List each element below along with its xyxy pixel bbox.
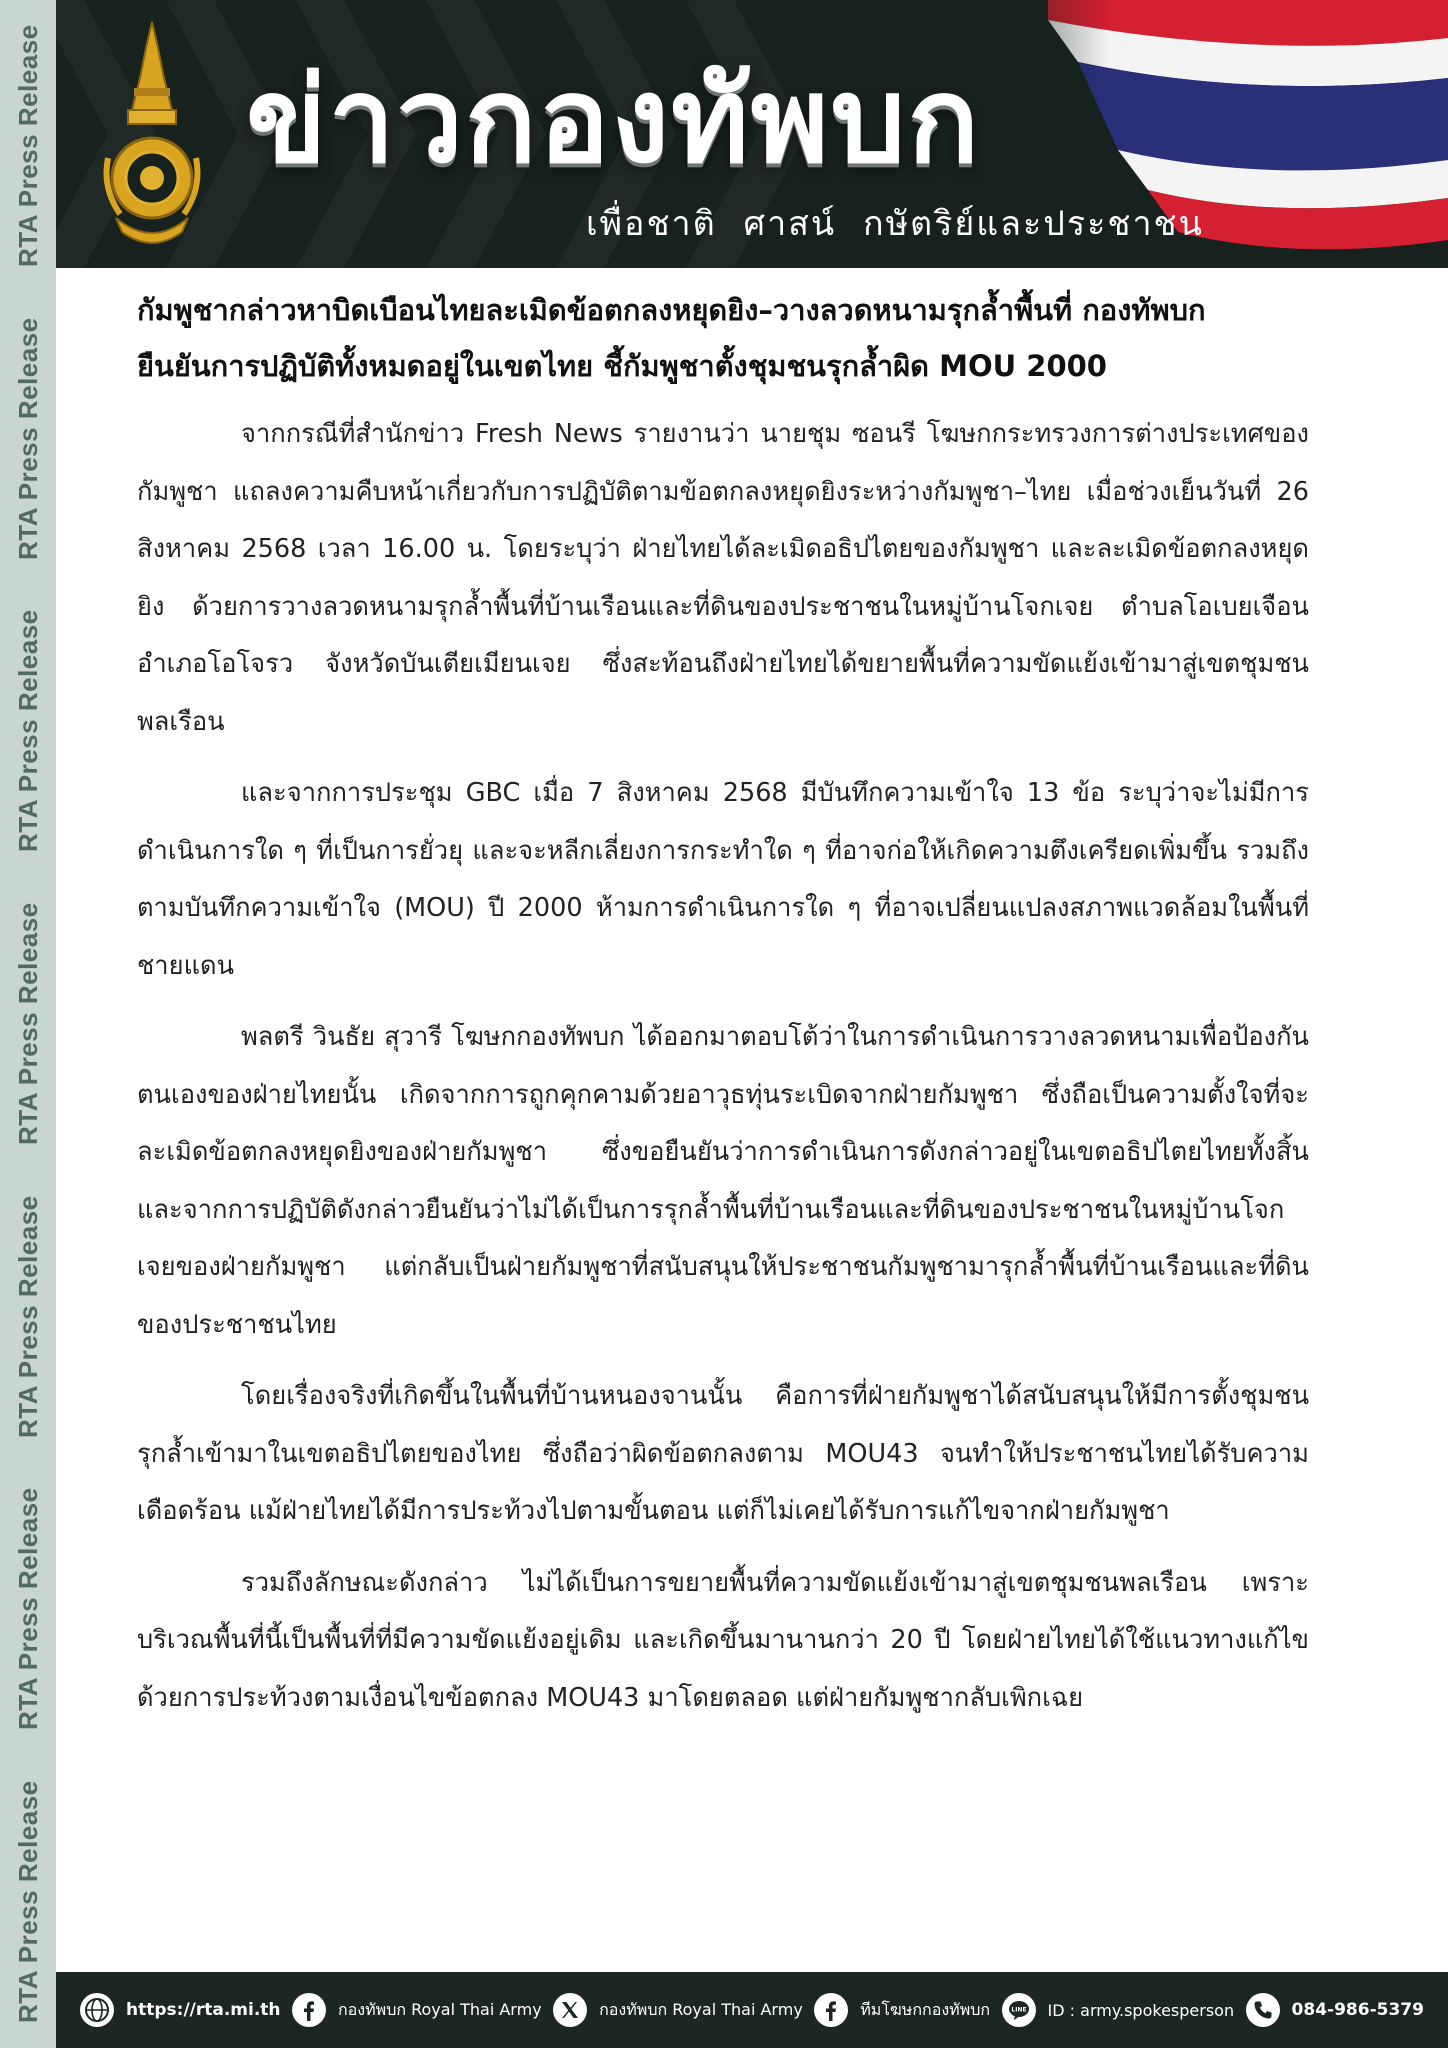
article-headline — [137, 282, 1309, 394]
footer-x-account-text: กองทัพบก Royal Thai Army — [599, 1999, 803, 2019]
footer-facebook-army[interactable] — [292, 1993, 542, 2027]
side-strip-label: RTA Press Release — [12, 317, 43, 560]
footer-line-id[interactable] — [1002, 1993, 1235, 2027]
svg-text:LINE: LINE — [1010, 2006, 1027, 2014]
side-strip-label: RTA Press Release — [12, 1195, 43, 1438]
footer-website[interactable] — [80, 1993, 281, 2027]
footer-line-id-text: ID : army.spokesperson — [1047, 2000, 1235, 2020]
article-paragraph: จากกรณีที่สำนักข่าว Fresh News รายงานว่า นายชุม ซอนรี โฆษกกระทรวงการต่างประเทศของกัมพูชา แถลงความคืบหน้าเกี่ยวกับการปฏิบัติตามข้อตกลงหยุดยิงระหว่างกัมพูชา–ไทย เมื่อช่วงเย็นวันที่ 26 สิงหาคม 2568 เวลา 16.00 น. โดยระบุว่า ฝ่ายไทยได้ละเมิดอธิปไตยของกัมพูชา และละเมิดข้อตกลงหยุดยิง ด้วยการวางลวดหนามรุกล้ำพื้นที่บ้านเรือนและที่ดินของประชาชนในหมู่บ้านโจกเจย ตำบลโอเบยเจือน อำเภอโอโจรว จังหวัดบันเตียเมียนเจย ซึ่งสะท้อนถึงฝ่ายไทยได้ขยายพื้นที่ความขัดแย้งเข้ามาสู่เขตชุมชนพลเรือน — [137, 419, 1309, 737]
side-strip-label: RTA Press Release — [12, 24, 43, 268]
line-icon — [1002, 1993, 1036, 2027]
x-icon — [553, 1993, 587, 2027]
phone-icon — [1246, 1993, 1280, 2027]
footer-bar — [56, 1972, 1448, 2048]
masthead-tagline: เพื่อชาติ ศาสน์ กษัตริย์และประชาชน — [586, 204, 1204, 244]
facebook-icon — [814, 1993, 848, 2027]
side-strip-labels — [0, 0, 56, 2048]
facebook-icon — [292, 1993, 326, 2027]
side-strip-label: RTA Press Release — [12, 610, 43, 853]
side-strip-label: RTA Press Release — [12, 902, 43, 1146]
article-paragraph: และจากการประชุม GBC เมื่อ 7 สิงหาคม 2568 มีบันทึกความเข้าใจ 13 ข้อ ระบุว่าจะไม่มีการดำเนินการใด ๆ ที่เป็นการยั่วยุ และจะหลีกเลี่ยงการกระทำใด ๆ ที่อาจก่อให้เกิดความตึงเครียดเพิ่มขึ้น รวมถึงตามบันทึกความเข้าใจ (MOU) ปี 2000 ห้ามการดำเนินการใด ๆ ที่อาจเปลี่ยนแปลงสภาพแวดล้อมในพื้นที่ชายแดน — [137, 778, 1309, 981]
masthead-title: ข่าวกองทัพบก — [246, 51, 982, 189]
footer-phone[interactable] — [1246, 1993, 1424, 2027]
royal-thai-army-emblem-icon — [102, 18, 202, 248]
side-strip-label: RTA Press Release — [12, 1487, 43, 1731]
side-strip — [0, 0, 56, 2048]
footer-phone-text: 084-986-5379 — [1291, 2000, 1424, 2020]
article-paragraph: รวมถึงลักษณะดังกล่าว ไม่ได้เป็นการขยายพื้นที่ความขัดแย้งเข้ามาสู่เขตชุมชนพลเรือน เพราะบริเวณพื้นที่นี้เป็นพื้นที่ที่มีความขัดแย้งอยู่เดิม และเกิดขึ้นมานานกว่า 20 ปี โดยฝ่ายไทยได้ใช้แนวทางแก้ไขด้วยการประท้วงตามเงื่อนไขข้อตกลง MOU43 มาโดยตลอด แต่ฝ่ายกัมพูชากลับเพิกเฉย — [137, 1567, 1309, 1713]
footer-facebook-spokesperson-text: ทีมโฆษกกองทัพบก — [860, 1999, 991, 2019]
header-banner — [56, 0, 1448, 268]
article — [137, 282, 1309, 1741]
globe-icon — [80, 1993, 114, 2027]
headline-line: ยืนยันการปฏิบัติทั้งหมดอยู่ในเขตไทย ชี้กัมพูชาตั้งชุมชนรุกล้ำผิด MOU 2000 — [137, 349, 1107, 383]
footer-facebook-spokesperson[interactable] — [814, 1993, 990, 2027]
footer-website-text: https://rta.mi.th — [126, 2000, 281, 2020]
article-paragraph: พลตรี วินธัย สุวารี โฆษกกองทัพบก ได้ออกมาตอบโต้ว่าในการดำเนินการวางลวดหนามเพื่อป้องกันตนเองของฝ่ายไทยนั้น เกิดจากการถูกคุกคามด้วยอาวุธทุ่นระเบิดจากฝ่ายกัมพูชา ซึ่งถือเป็นความตั้งใจที่จะละเมิดข้อตกลงหยุดยิงของฝ่ายกัมพูชา ซึ่งขอยืนยันว่าการดำเนินการดังกล่าวอยู่ในเขตอธิปไตยไทยทั้งสิ้น และจากการปฏิบัติดังกล่าวยืนยันว่าไม่ได้เป็นการรุกล้ำพื้นที่บ้านเรือนและที่ดินของประชาชนในหมู่บ้านโจกเจยของฝ่ายกัมพูชา แต่กลับเป็นฝ่ายกัมพูชาที่สนับสนุนให้ประชาชนกัมพูชามารุกล้ำพื้นที่บ้านเรือนและที่ดินของประชาชนไทย — [137, 1022, 1309, 1340]
footer-facebook-army-text: กองทัพบก Royal Thai Army — [337, 1999, 542, 2019]
article-paragraph: โดยเรื่องจริงที่เกิดขึ้นในพื้นที่บ้านหนองจานนั้น คือการที่ฝ่ายกัมพูชาได้สนับสนุนให้มีการตั้งชุมชนรุกล้ำเข้ามาในเขตอธิปไตยของไทย ซึ่งถือว่าผิดข้อตกลงตาม MOU43 จนทำให้ประชาชนไทยได้รับความเดือดร้อน แม้ฝ่ายไทยได้มีการประท้วงไปตามขั้นตอน แต่ก็ไม่เคยได้รับการแก้ไขจากฝ่ายกัมพูชา — [137, 1381, 1309, 1526]
headline-line: กัมพูชากล่าวหาบิดเบือนไทยละเมิดข้อตกลงหยุดยิง–วางลวดหนามรุกล้ำพื้นที่ กองทัพบก — [137, 293, 1206, 327]
side-strip-label: RTA Press Release — [12, 1780, 43, 2024]
footer-x-account[interactable] — [553, 1993, 803, 2027]
